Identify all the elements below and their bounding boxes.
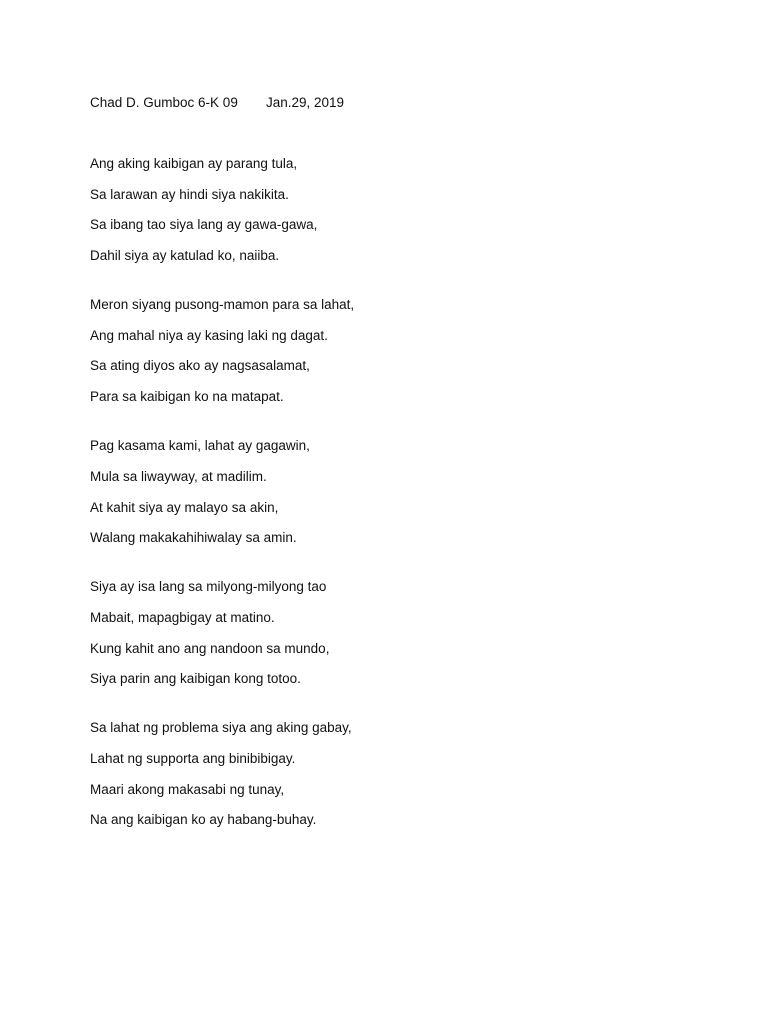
poem-line: Ang mahal niya ay kasing laki ng dagat. — [90, 327, 328, 343]
document-header — [90, 94, 345, 112]
poem-line: Na ang kaibigan ko ay habang-buhay. — [90, 812, 317, 828]
poem-line: Dahil siya ay katulad ko, naiiba. — [90, 248, 280, 264]
poem-line: Mabait, mapagbigay at matino. — [90, 609, 275, 625]
poem-line: Ang aking kaibigan ay parang tula, — [90, 156, 298, 171]
poem-line: Lahat ng supporta ang binibibigay. — [90, 750, 296, 766]
poem-stanza-2 — [90, 296, 710, 406]
poem-line: Sa larawan ay hindi siya nakikita. — [90, 186, 289, 202]
poem-line: Para sa kaibigan ko na matapat. — [90, 389, 284, 405]
poem-stanza-5 — [90, 719, 710, 829]
poem-line: Walang makakahihiwalay sa amin. — [90, 530, 297, 546]
poem-line: Siya parin ang kaibigan kong totoo. — [90, 671, 301, 687]
poem-line: At kahit siya ay malayo sa akin, — [90, 499, 279, 515]
poem-stanza-4 — [90, 578, 710, 688]
poem-line: Maari akong makasabi ng tunay, — [90, 781, 285, 797]
author-class-label: Chad D. Gumboc 6-K 09 — [90, 95, 238, 110]
poem-line: Sa ating diyos ako ay nagsasalamat, — [90, 358, 310, 374]
poem — [90, 155, 710, 860]
poem-line: Meron siyang pusong-mamon para sa lahat, — [90, 297, 355, 313]
poem-line: Kung kahit ano ang nandoon sa mundo, — [90, 640, 330, 656]
poem-stanza-3 — [90, 437, 710, 547]
poem-stanza-1 — [90, 155, 710, 265]
poem-line: Sa ibang tao siya lang ay gawa-gawa, — [90, 217, 318, 233]
poem-line: Pag kasama kami, lahat ay gagawin, — [90, 438, 310, 454]
date-label: Jan.29, 2019 — [266, 95, 345, 110]
poem-line: Sa lahat ng problema siya ang aking gabay, — [90, 720, 352, 736]
poem-line: Siya ay isa lang sa milyong-milyong tao — [90, 579, 327, 595]
poem-line: Mula sa liwayway, at madilim. — [90, 468, 267, 484]
